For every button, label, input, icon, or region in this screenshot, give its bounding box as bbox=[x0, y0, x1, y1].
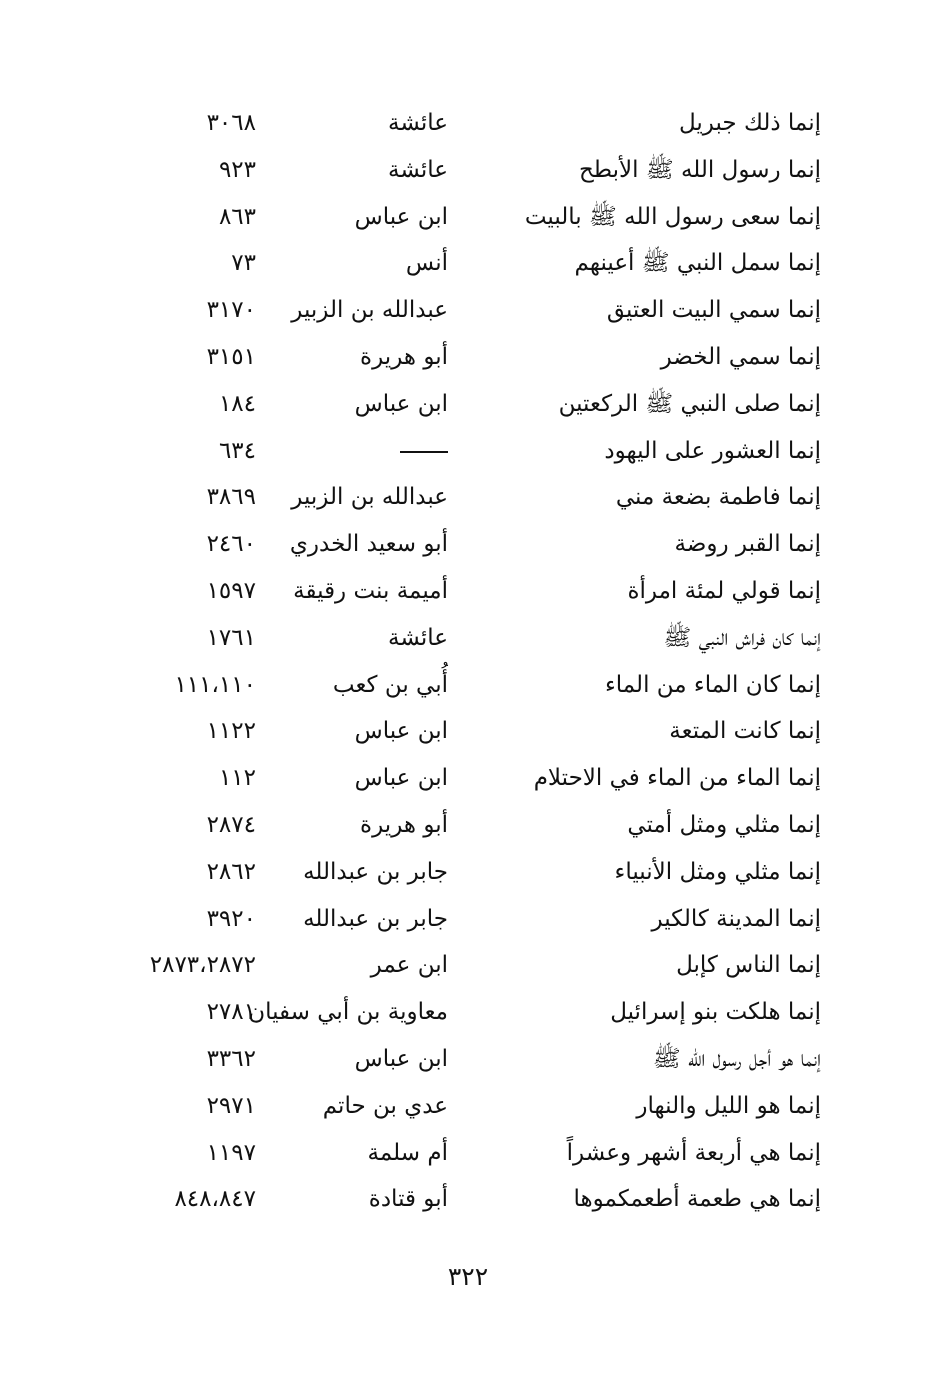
hadith-opening-text: إنما كانت المتعة bbox=[669, 718, 821, 745]
narrator-name: جابر بن عبدالله bbox=[303, 858, 448, 885]
hadith-reference-number: ٣١٥١ bbox=[206, 343, 256, 370]
hadith-index-table bbox=[0, 100, 936, 1223]
hadith-opening-text: إنما هو الليل والنهار bbox=[636, 1092, 821, 1119]
index-row bbox=[0, 568, 936, 615]
narrator-name: عائشة bbox=[388, 624, 448, 651]
hadith-opening-text: إنما سمي البيت العتيق bbox=[606, 297, 821, 324]
index-row bbox=[0, 1083, 936, 1130]
dash-line bbox=[400, 451, 448, 453]
hadith-reference-number: ١٨٤ bbox=[218, 390, 256, 417]
hadith-opening-text: إنما هي أربعة أشهر وعشراً bbox=[566, 1139, 821, 1166]
hadith-opening-text: إنما هي طعمة أطعمكموها bbox=[573, 1186, 821, 1213]
hadith-reference-number: ١١٩٧ bbox=[206, 1139, 256, 1166]
narrator-name: عائشة bbox=[388, 110, 448, 136]
hadith-reference-number: ١١٢٢ bbox=[206, 718, 256, 745]
index-row bbox=[0, 849, 936, 896]
index-row bbox=[0, 615, 936, 662]
index-row bbox=[0, 1130, 936, 1177]
narrator-name: ابن عباس bbox=[354, 765, 448, 792]
index-row bbox=[0, 287, 936, 334]
narrator-name: أنس bbox=[405, 250, 448, 277]
narrator-name: ابن عمر bbox=[370, 952, 448, 979]
index-row bbox=[0, 755, 936, 802]
page-number: ٣٢٢ bbox=[447, 1262, 489, 1291]
index-row bbox=[0, 1176, 936, 1223]
narrator-name: عبدالله بن الزبير bbox=[291, 297, 448, 324]
hadith-opening-text: إنما كان فراش النبي ﷺ bbox=[663, 624, 821, 651]
index-row bbox=[0, 989, 936, 1036]
hadith-opening-text: إنما فاطمة بضعة مني bbox=[615, 484, 821, 511]
hadith-reference-number: ٣٩٢٠ bbox=[206, 905, 256, 932]
hadith-reference-number: ٨٤٨،٨٤٧ bbox=[174, 1186, 256, 1213]
narrator-name: أبو سعيد الخدري bbox=[289, 531, 448, 558]
hadith-reference-number: ١٧٦١ bbox=[206, 624, 256, 651]
index-row bbox=[0, 1036, 936, 1083]
narrator-name: عبدالله بن الزبير bbox=[291, 484, 448, 511]
hadith-opening-text: إنما مثلي ومثل الأنبياء bbox=[614, 858, 821, 885]
index-row bbox=[0, 100, 936, 147]
hadith-reference-number: ٨٦٣ bbox=[218, 203, 256, 230]
hadith-opening-text: إنما المدينة كالكير bbox=[651, 905, 821, 932]
hadith-opening-text: إنما العشور على اليهود bbox=[604, 437, 821, 464]
index-row bbox=[0, 942, 936, 989]
hadith-reference-number: ٢٨٦٢ bbox=[206, 858, 256, 885]
hadith-reference-number: ٢٤٦٠ bbox=[206, 531, 256, 558]
narrator-name: أبو قتادة bbox=[368, 1186, 448, 1213]
hadith-reference-number: ٣٠٦٨ bbox=[206, 110, 256, 136]
hadith-opening-text: إنما الماء من الماء في الاحتلام bbox=[533, 765, 821, 792]
hadith-opening-text: إنما القبر روضة bbox=[674, 531, 821, 558]
hadith-reference-number: ١١٢ bbox=[218, 765, 256, 792]
hadith-reference-number: ٣٣٦٢ bbox=[206, 1045, 256, 1072]
hadith-reference-number: ٢٩٧١ bbox=[206, 1092, 256, 1119]
narrator-name: أم سلمة bbox=[367, 1139, 448, 1166]
index-row bbox=[0, 428, 936, 475]
hadith-opening-text: إنما كان الماء من الماء bbox=[604, 671, 821, 698]
narrator-name: ابن عباس bbox=[354, 203, 448, 230]
hadith-reference-number: ٢٧٨١ bbox=[206, 999, 256, 1026]
hadith-reference-number: ٦٣٤ bbox=[218, 437, 256, 464]
index-row bbox=[0, 896, 936, 943]
narrator-name: عائشة bbox=[388, 156, 448, 183]
hadith-opening-text: إنما سمل النبي ﷺ أعينهم bbox=[574, 250, 821, 277]
index-row bbox=[0, 662, 936, 709]
hadith-reference-number: ٢٨٧٤ bbox=[206, 811, 256, 838]
hadith-reference-number: ٧٣ bbox=[231, 250, 256, 277]
narrator-name: ابن عباس bbox=[354, 718, 448, 745]
index-row bbox=[0, 147, 936, 194]
hadith-reference-number: ٣١٧٠ bbox=[206, 297, 256, 324]
narrator-name: جابر بن عبدالله bbox=[303, 905, 448, 932]
hadith-reference-number: ١٥٩٧ bbox=[206, 577, 256, 604]
hadith-opening-text: إنما سمي الخضر bbox=[660, 343, 821, 370]
index-row bbox=[0, 474, 936, 521]
narrator-name: عدي بن حاتم bbox=[322, 1092, 448, 1119]
index-row bbox=[0, 240, 936, 287]
narrator-name: أبو هريرة bbox=[360, 811, 448, 838]
hadith-reference-number: ٣٨٦٩ bbox=[206, 484, 256, 511]
hadith-reference-number: ١١١،١١٠ bbox=[174, 671, 256, 698]
hadith-reference-number: ٢٨٧٣،٢٨٧٢ bbox=[149, 952, 256, 979]
narrator-name: ابن عباس bbox=[354, 1045, 448, 1072]
hadith-opening-text: إنما ذلك جبريل bbox=[678, 110, 821, 136]
hadith-opening-text: إنما الناس كإبل bbox=[676, 952, 821, 979]
index-row bbox=[0, 521, 936, 568]
hadith-opening-text: إنما سعى رسول الله ﷺ بالبيت bbox=[524, 203, 821, 230]
hadith-opening-text: إنما مثلي ومثل أمتي bbox=[627, 811, 821, 838]
hadith-opening-text: إنما هو أجل رسول الله ﷺ bbox=[652, 1045, 821, 1072]
narrator-name: أميمة بنت رقيقة bbox=[293, 577, 448, 604]
narrator-name: ابن عباس bbox=[354, 390, 448, 417]
narrator-name: معاوية بن أبي سفيان bbox=[248, 999, 448, 1026]
index-row bbox=[0, 334, 936, 381]
index-row bbox=[0, 194, 936, 241]
hadith-opening-text: إنما صلى النبي ﷺ الركعتين bbox=[558, 390, 821, 417]
hadith-reference-number: ٩٢٣ bbox=[218, 156, 256, 183]
hadith-opening-text: إنما رسول الله ﷺ الأبطح bbox=[578, 156, 821, 183]
index-row bbox=[0, 381, 936, 428]
narrator-name: أُبي بن كعب bbox=[332, 671, 448, 698]
hadith-opening-text: إنما هلكت بنو إسرائيل bbox=[610, 999, 821, 1026]
index-row bbox=[0, 802, 936, 849]
narrator-name: أبو هريرة bbox=[360, 343, 448, 370]
index-row bbox=[0, 708, 936, 755]
hadith-opening-text: إنما قولي لمئة امرأة bbox=[627, 577, 821, 604]
